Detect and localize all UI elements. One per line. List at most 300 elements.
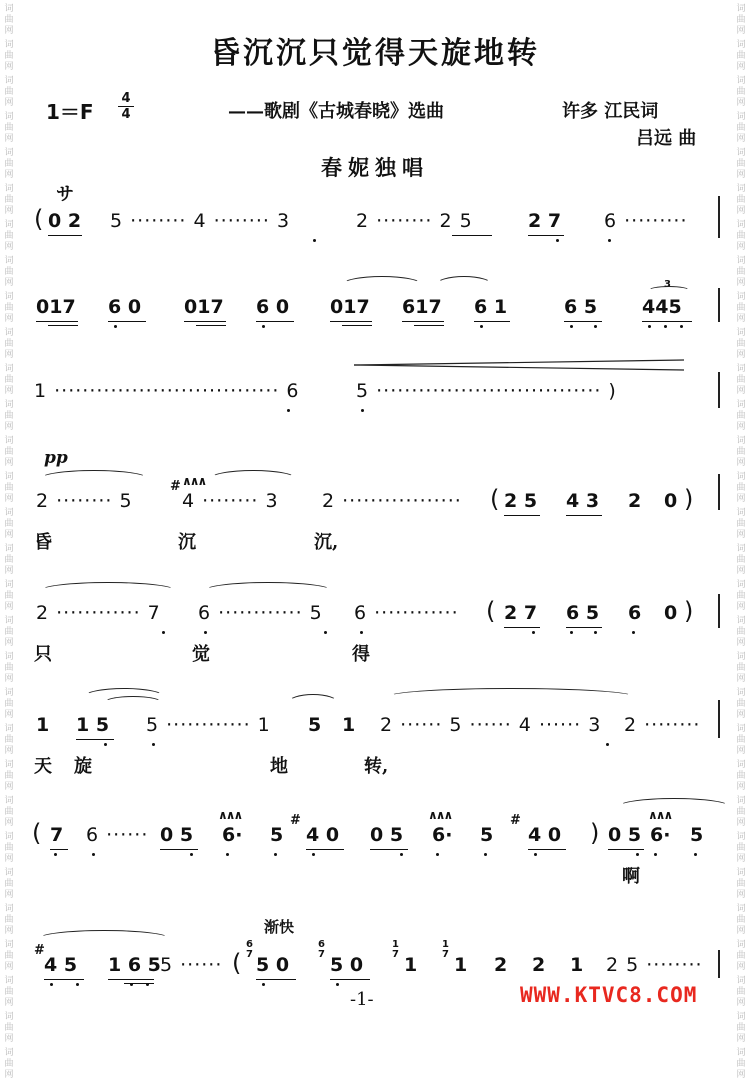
watermark-char: 曲 xyxy=(736,987,746,997)
watermark-char: 网 xyxy=(4,386,14,396)
watermark-char: 曲 xyxy=(736,267,746,277)
watermark-block xyxy=(2,112,16,145)
score-token: 6 0 xyxy=(108,296,142,318)
watermark-block xyxy=(2,904,16,937)
beat-underline xyxy=(608,849,644,850)
watermark-char: 词 xyxy=(736,256,746,266)
score-row-1 xyxy=(0,205,750,278)
lyric-char: 地 xyxy=(270,756,288,777)
watermark-char: 词 xyxy=(4,292,14,302)
low-octave-dot xyxy=(262,983,265,986)
watermark-char: 曲 xyxy=(736,339,746,349)
score-token: ( xyxy=(32,819,42,847)
low-octave-dot xyxy=(204,631,207,634)
watermark-char: 曲 xyxy=(4,231,14,241)
lyric-char: 得 xyxy=(352,644,370,665)
score-token: 2 ················· xyxy=(322,490,462,512)
watermark-char: 网 xyxy=(736,566,746,576)
watermark-block xyxy=(734,112,748,145)
watermark-char: 曲 xyxy=(736,699,746,709)
score-token: 4 ········ 3 xyxy=(182,490,279,512)
watermark-char: 词 xyxy=(736,688,746,698)
watermark-char: 词 xyxy=(4,112,14,122)
low-octave-dot xyxy=(694,853,697,856)
score-token: 6 1 xyxy=(474,296,508,318)
low-octave-dot xyxy=(534,853,537,856)
low-octave-dot xyxy=(336,983,339,986)
watermark-char: 词 xyxy=(736,616,746,626)
low-octave-dot xyxy=(484,853,487,856)
beat-underline xyxy=(564,321,602,322)
watermark-char: 网 xyxy=(736,710,746,720)
watermark-char: 网 xyxy=(4,494,14,504)
time-signature xyxy=(118,92,134,121)
watermark-char: 曲 xyxy=(4,15,14,25)
slur xyxy=(288,694,338,711)
score-token: ) xyxy=(684,485,694,513)
watermark-char: 曲 xyxy=(736,123,746,133)
watermark-char: 网 xyxy=(736,458,746,468)
score-token: ( xyxy=(34,205,44,233)
watermark-char: 曲 xyxy=(736,591,746,601)
score-token: 1 5 xyxy=(76,714,110,736)
score-token: 2 xyxy=(532,954,546,976)
watermark-char: 网 xyxy=(736,206,746,216)
beat-underline xyxy=(474,321,510,322)
watermark-char: 曲 xyxy=(736,231,746,241)
watermark-char: 曲 xyxy=(4,483,14,493)
watermark-block xyxy=(734,1048,748,1081)
opera-subtitle: ——歌剧《古城春晓》选曲 xyxy=(228,101,444,122)
watermark-char: 网 xyxy=(736,998,746,1008)
watermark-char: 曲 xyxy=(4,699,14,709)
score-token: 017 xyxy=(36,296,76,318)
slur xyxy=(342,276,422,293)
beat-underline xyxy=(124,983,154,984)
score-token: 6 ············ 5 xyxy=(198,602,323,624)
watermark-char: 网 xyxy=(4,782,14,792)
watermark-char: 词 xyxy=(736,472,746,482)
watermark-char: 曲 xyxy=(736,483,746,493)
watermark-char: 网 xyxy=(736,818,746,828)
watermark-char: 网 xyxy=(736,890,746,900)
score-row-4 xyxy=(0,474,750,558)
low-octave-dot xyxy=(104,743,107,746)
score-token: 6 0 xyxy=(256,296,290,318)
watermark-char: 词 xyxy=(736,112,746,122)
score-token: 0 2 xyxy=(48,210,82,232)
low-octave-dot xyxy=(436,853,439,856)
watermark-char: 曲 xyxy=(4,1023,14,1033)
watermark-char: 网 xyxy=(736,926,746,936)
watermark-char: 曲 xyxy=(4,843,14,853)
watermark-char: 词 xyxy=(4,976,14,986)
slur xyxy=(618,798,730,815)
watermark-char: 词 xyxy=(736,292,746,302)
watermark-char: 词 xyxy=(736,76,746,86)
watermark-char: 曲 xyxy=(4,627,14,637)
score-token: 5 xyxy=(308,714,322,736)
score-row-5 xyxy=(0,597,750,670)
watermark-char: 网 xyxy=(736,62,746,72)
watermark-char: 词 xyxy=(4,724,14,734)
score-token: 6· xyxy=(432,824,453,846)
watermark-char: 网 xyxy=(4,314,14,324)
watermark-char: 曲 xyxy=(736,411,746,421)
watermark-char: 网 xyxy=(736,314,746,324)
watermark-char: 曲 xyxy=(4,1059,14,1069)
lyric-char: 觉 xyxy=(192,644,210,665)
watermark-char: 曲 xyxy=(736,627,746,637)
watermark-char: 网 xyxy=(4,890,14,900)
watermark-char: 网 xyxy=(736,494,746,504)
watermark-char: 词 xyxy=(736,724,746,734)
watermark-char: 网 xyxy=(4,242,14,252)
score-token: 017 xyxy=(184,296,224,318)
watermark-char: 曲 xyxy=(4,375,14,385)
score-token: 1 6 5 xyxy=(108,954,161,976)
watermark-char: 网 xyxy=(4,170,14,180)
watermark-char: 词 xyxy=(4,472,14,482)
watermark-char: 网 xyxy=(736,1070,746,1080)
watermark-char: 网 xyxy=(4,962,14,972)
grace-notes: 1 7 xyxy=(392,939,399,960)
watermark-char: 网 xyxy=(736,530,746,540)
low-octave-dot xyxy=(76,983,79,986)
score-token: 6 5 xyxy=(564,296,598,318)
beat-underline xyxy=(76,739,114,740)
score-token: 7 xyxy=(50,824,64,846)
low-octave-dot xyxy=(360,631,363,634)
low-octave-dot xyxy=(152,743,155,746)
watermark-char: 词 xyxy=(4,364,14,374)
beat-underline xyxy=(642,321,692,322)
score-token: 5 ································ ) xyxy=(356,380,617,402)
low-octave-dot xyxy=(313,239,316,242)
score-token: 1 xyxy=(342,714,356,736)
watermark-char: 词 xyxy=(736,940,746,950)
watermark-char: 词 xyxy=(4,148,14,158)
slur xyxy=(210,470,296,487)
watermark-char: 词 xyxy=(736,220,746,230)
watermark-char: 网 xyxy=(736,1034,746,1044)
watermark-char: 网 xyxy=(736,98,746,108)
watermark-char: 词 xyxy=(736,328,746,338)
low-octave-dot xyxy=(162,631,165,634)
lyric-char: 只 xyxy=(34,644,52,665)
score-token: 6 xyxy=(628,602,642,624)
watermark-char: 曲 xyxy=(736,1059,746,1069)
score-token: ( xyxy=(486,597,496,625)
score-token: 2 ······ 5 ······ 4 ······ 3 xyxy=(380,714,602,736)
low-octave-dot xyxy=(361,409,364,412)
slur xyxy=(40,582,176,599)
watermark-char: 网 xyxy=(736,134,746,144)
score-token: 2 xyxy=(494,954,508,976)
watermark-char: 词 xyxy=(736,796,746,806)
low-octave-dot xyxy=(664,325,667,328)
score-token: 5 0 xyxy=(330,954,364,976)
watermark-char: 词 xyxy=(4,1048,14,1058)
low-octave-dot xyxy=(92,853,95,856)
score-token: 6 ············ xyxy=(354,602,459,624)
beat-underline xyxy=(504,627,540,628)
watermark-char: 网 xyxy=(736,782,746,792)
watermark-char: 词 xyxy=(736,652,746,662)
watermark-char: 网 xyxy=(4,62,14,72)
mordent-mark: ∧∧∧ xyxy=(182,474,206,488)
low-octave-dot xyxy=(680,325,683,328)
watermark-char: 曲 xyxy=(736,879,746,889)
beat-underline xyxy=(528,235,564,236)
watermark-char: 网 xyxy=(4,206,14,216)
watermark-char: 词 xyxy=(736,544,746,554)
watermark-char: 曲 xyxy=(4,591,14,601)
score-token: 1 xyxy=(454,954,468,976)
watermark-char: 网 xyxy=(736,422,746,432)
watermark-char: 词 xyxy=(736,4,746,14)
beat-underline xyxy=(452,235,492,236)
score-token: 4 3 xyxy=(566,490,600,512)
watermark-char: 词 xyxy=(4,904,14,914)
watermark-char: 词 xyxy=(4,328,14,338)
score-token: 0 5 xyxy=(608,824,642,846)
watermark-char: 词 xyxy=(736,976,746,986)
watermark-char: 词 xyxy=(4,184,14,194)
watermark-char: 词 xyxy=(736,832,746,842)
score-token: 1 xyxy=(36,714,50,736)
watermark-char: 曲 xyxy=(736,375,746,385)
watermark-char: 网 xyxy=(4,26,14,36)
score-token: ( xyxy=(232,949,242,977)
grace-notes: 1 7 xyxy=(442,939,449,960)
watermark-char: 网 xyxy=(736,242,746,252)
watermark-char: 曲 xyxy=(736,807,746,817)
score-token: 0 xyxy=(664,602,678,624)
sharp-sign: # xyxy=(290,813,301,828)
watermark-char: 词 xyxy=(4,1012,14,1022)
lyricist-credit: 许多 江民词 xyxy=(562,101,659,122)
watermark-char: 网 xyxy=(4,350,14,360)
watermark-char: 词 xyxy=(4,76,14,86)
beat-underline xyxy=(196,325,226,326)
meter-top: 4 xyxy=(121,91,131,106)
low-octave-dot xyxy=(312,853,315,856)
score-token: ) xyxy=(590,819,600,847)
watermark-char: 词 xyxy=(4,616,14,626)
watermark-char: 曲 xyxy=(4,339,14,349)
low-octave-dot xyxy=(556,239,559,242)
low-octave-dot xyxy=(50,983,53,986)
watermark-char: 词 xyxy=(736,1048,746,1058)
score-token: 4 0 xyxy=(528,824,562,846)
low-octave-dot xyxy=(146,983,149,986)
slur xyxy=(104,696,162,709)
low-octave-dot xyxy=(262,325,265,328)
score-token: 0 5 xyxy=(160,824,194,846)
watermark-char: 网 xyxy=(736,350,746,360)
low-octave-dot xyxy=(274,853,277,856)
score-token: 0 xyxy=(664,490,678,512)
watermark-char: 曲 xyxy=(736,519,746,529)
watermark-char: 词 xyxy=(4,256,14,266)
watermark-char: 网 xyxy=(4,278,14,288)
watermark-char: 曲 xyxy=(736,915,746,925)
watermark-char: 曲 xyxy=(4,303,14,313)
watermark-char: 网 xyxy=(4,1034,14,1044)
beat-underline xyxy=(108,321,146,322)
watermark-char: 曲 xyxy=(736,1023,746,1033)
watermark-char: 网 xyxy=(4,710,14,720)
watermark-char: 曲 xyxy=(736,951,746,961)
beat-underline xyxy=(504,515,540,516)
watermark-char: 曲 xyxy=(4,51,14,61)
beat-underline xyxy=(330,321,372,322)
beat-underline xyxy=(108,979,154,980)
sharp-sign: # xyxy=(510,813,521,828)
beat-underline xyxy=(370,849,408,850)
watermark-char: 词 xyxy=(736,148,746,158)
watermark-char: 词 xyxy=(4,760,14,770)
sharp-sign: # xyxy=(170,479,181,494)
beat-underline xyxy=(36,321,78,322)
score-token: 2 7 xyxy=(528,210,562,232)
watermark-char: 曲 xyxy=(4,447,14,457)
watermark-char: 网 xyxy=(736,170,746,180)
watermark-char: 曲 xyxy=(736,51,746,61)
watermark-char: 曲 xyxy=(4,807,14,817)
watermark-char: 网 xyxy=(736,26,746,36)
score-token: 017 xyxy=(330,296,370,318)
score-token: ) xyxy=(684,597,694,625)
score-token: 5 0 xyxy=(256,954,290,976)
watermark-char: 网 xyxy=(736,962,746,972)
watermark-char: 曲 xyxy=(4,87,14,97)
lyric-char: 天 xyxy=(34,756,52,777)
watermark-char: 词 xyxy=(4,508,14,518)
watermark-block xyxy=(734,76,748,109)
key-signature: 1＝F xyxy=(46,100,94,124)
lyric-char: 旋 xyxy=(74,756,92,777)
score-token: 1 ································ 6 xyxy=(34,380,300,402)
page-number: -1- xyxy=(350,989,374,1010)
watermark-char: 词 xyxy=(4,868,14,878)
watermark-char: 曲 xyxy=(4,555,14,565)
low-octave-dot xyxy=(287,409,290,412)
lyric-char: 沉 xyxy=(178,532,196,553)
watermark-block xyxy=(2,76,16,109)
score-row-2 xyxy=(0,279,750,364)
low-octave-dot xyxy=(114,325,117,328)
watermark-char: 曲 xyxy=(736,159,746,169)
score-token: 5 xyxy=(480,824,494,846)
score-token: 4 5 xyxy=(44,954,78,976)
meter-bottom: 4 xyxy=(121,107,131,122)
watermark-char: 网 xyxy=(4,458,14,468)
watermark-char: 词 xyxy=(736,364,746,374)
watermark-char: 词 xyxy=(736,40,746,50)
watermark-char: 网 xyxy=(4,1070,14,1080)
grace-notes: 6 7 xyxy=(318,939,325,960)
watermark-char: 网 xyxy=(4,530,14,540)
watermark-char: 网 xyxy=(736,674,746,684)
score-token: 6 ········· xyxy=(604,210,688,232)
score-token: 2 7 xyxy=(504,602,538,624)
watermark-char: 词 xyxy=(736,184,746,194)
watermark-char: 曲 xyxy=(4,519,14,529)
watermark-char: 曲 xyxy=(4,411,14,421)
watermark-char: 网 xyxy=(4,854,14,864)
watermark-char: 曲 xyxy=(736,843,746,853)
watermark-char: 曲 xyxy=(736,195,746,205)
beat-underline xyxy=(256,979,296,980)
watermark-char: 网 xyxy=(4,98,14,108)
mordent-mark: ∧∧∧ xyxy=(648,808,672,822)
watermark-char: 网 xyxy=(736,638,746,648)
low-octave-dot xyxy=(480,325,483,328)
score-token: 5 xyxy=(690,824,704,846)
watermark-char: 词 xyxy=(736,904,746,914)
watermark-char: 词 xyxy=(4,544,14,554)
watermark-char: 词 xyxy=(4,4,14,14)
low-octave-dot xyxy=(400,853,403,856)
low-octave-dot xyxy=(130,983,133,986)
watermark-char: 曲 xyxy=(4,159,14,169)
beat-underline xyxy=(402,321,444,322)
composer-credit: 吕远 曲 xyxy=(636,128,697,149)
score-token: 1 xyxy=(404,954,418,976)
score-token: 6· xyxy=(222,824,243,846)
dynamic-marking: pp xyxy=(44,448,68,468)
watermark-char: 曲 xyxy=(4,123,14,133)
score-token: 445 xyxy=(642,296,682,318)
watermark-char: 词 xyxy=(4,688,14,698)
slur xyxy=(38,930,170,947)
score-token: 2 ········ 5 xyxy=(36,490,133,512)
sharp-sign: # xyxy=(34,943,45,958)
site-watermark: WWW.KTVC8.COM xyxy=(520,983,698,1007)
watermark-char: 曲 xyxy=(4,951,14,961)
beat-underline xyxy=(256,321,294,322)
watermark-char: 网 xyxy=(736,602,746,612)
performer-heading: 春妮独唱 xyxy=(321,155,429,180)
low-octave-dot xyxy=(226,853,229,856)
score-token: 5 ············ 1 xyxy=(146,714,271,736)
watermark-char: 网 xyxy=(4,638,14,648)
watermark-char: 曲 xyxy=(4,195,14,205)
watermark-char: 网 xyxy=(4,818,14,828)
watermark-block xyxy=(734,904,748,937)
watermark-char: 曲 xyxy=(736,735,746,745)
watermark-char: 网 xyxy=(4,566,14,576)
crescendo-hairpin xyxy=(354,360,684,370)
lyric-char: 转, xyxy=(364,756,389,777)
watermark-char: 词 xyxy=(736,508,746,518)
score-token: 5 xyxy=(270,824,284,846)
triplet-mark: 3 xyxy=(664,279,671,290)
score-token: 5 ········ 4 ········ 3 xyxy=(110,210,291,232)
beat-underline xyxy=(48,325,78,326)
score-token: 6 ······ xyxy=(86,824,149,846)
grace-notes: 6 7 xyxy=(246,939,253,960)
beat-underline xyxy=(44,979,84,980)
beat-underline xyxy=(184,321,226,322)
low-octave-dot xyxy=(324,631,327,634)
watermark-char: 曲 xyxy=(736,447,746,457)
slur xyxy=(388,688,634,705)
beat-underline xyxy=(342,325,372,326)
watermark-char: 曲 xyxy=(736,15,746,25)
